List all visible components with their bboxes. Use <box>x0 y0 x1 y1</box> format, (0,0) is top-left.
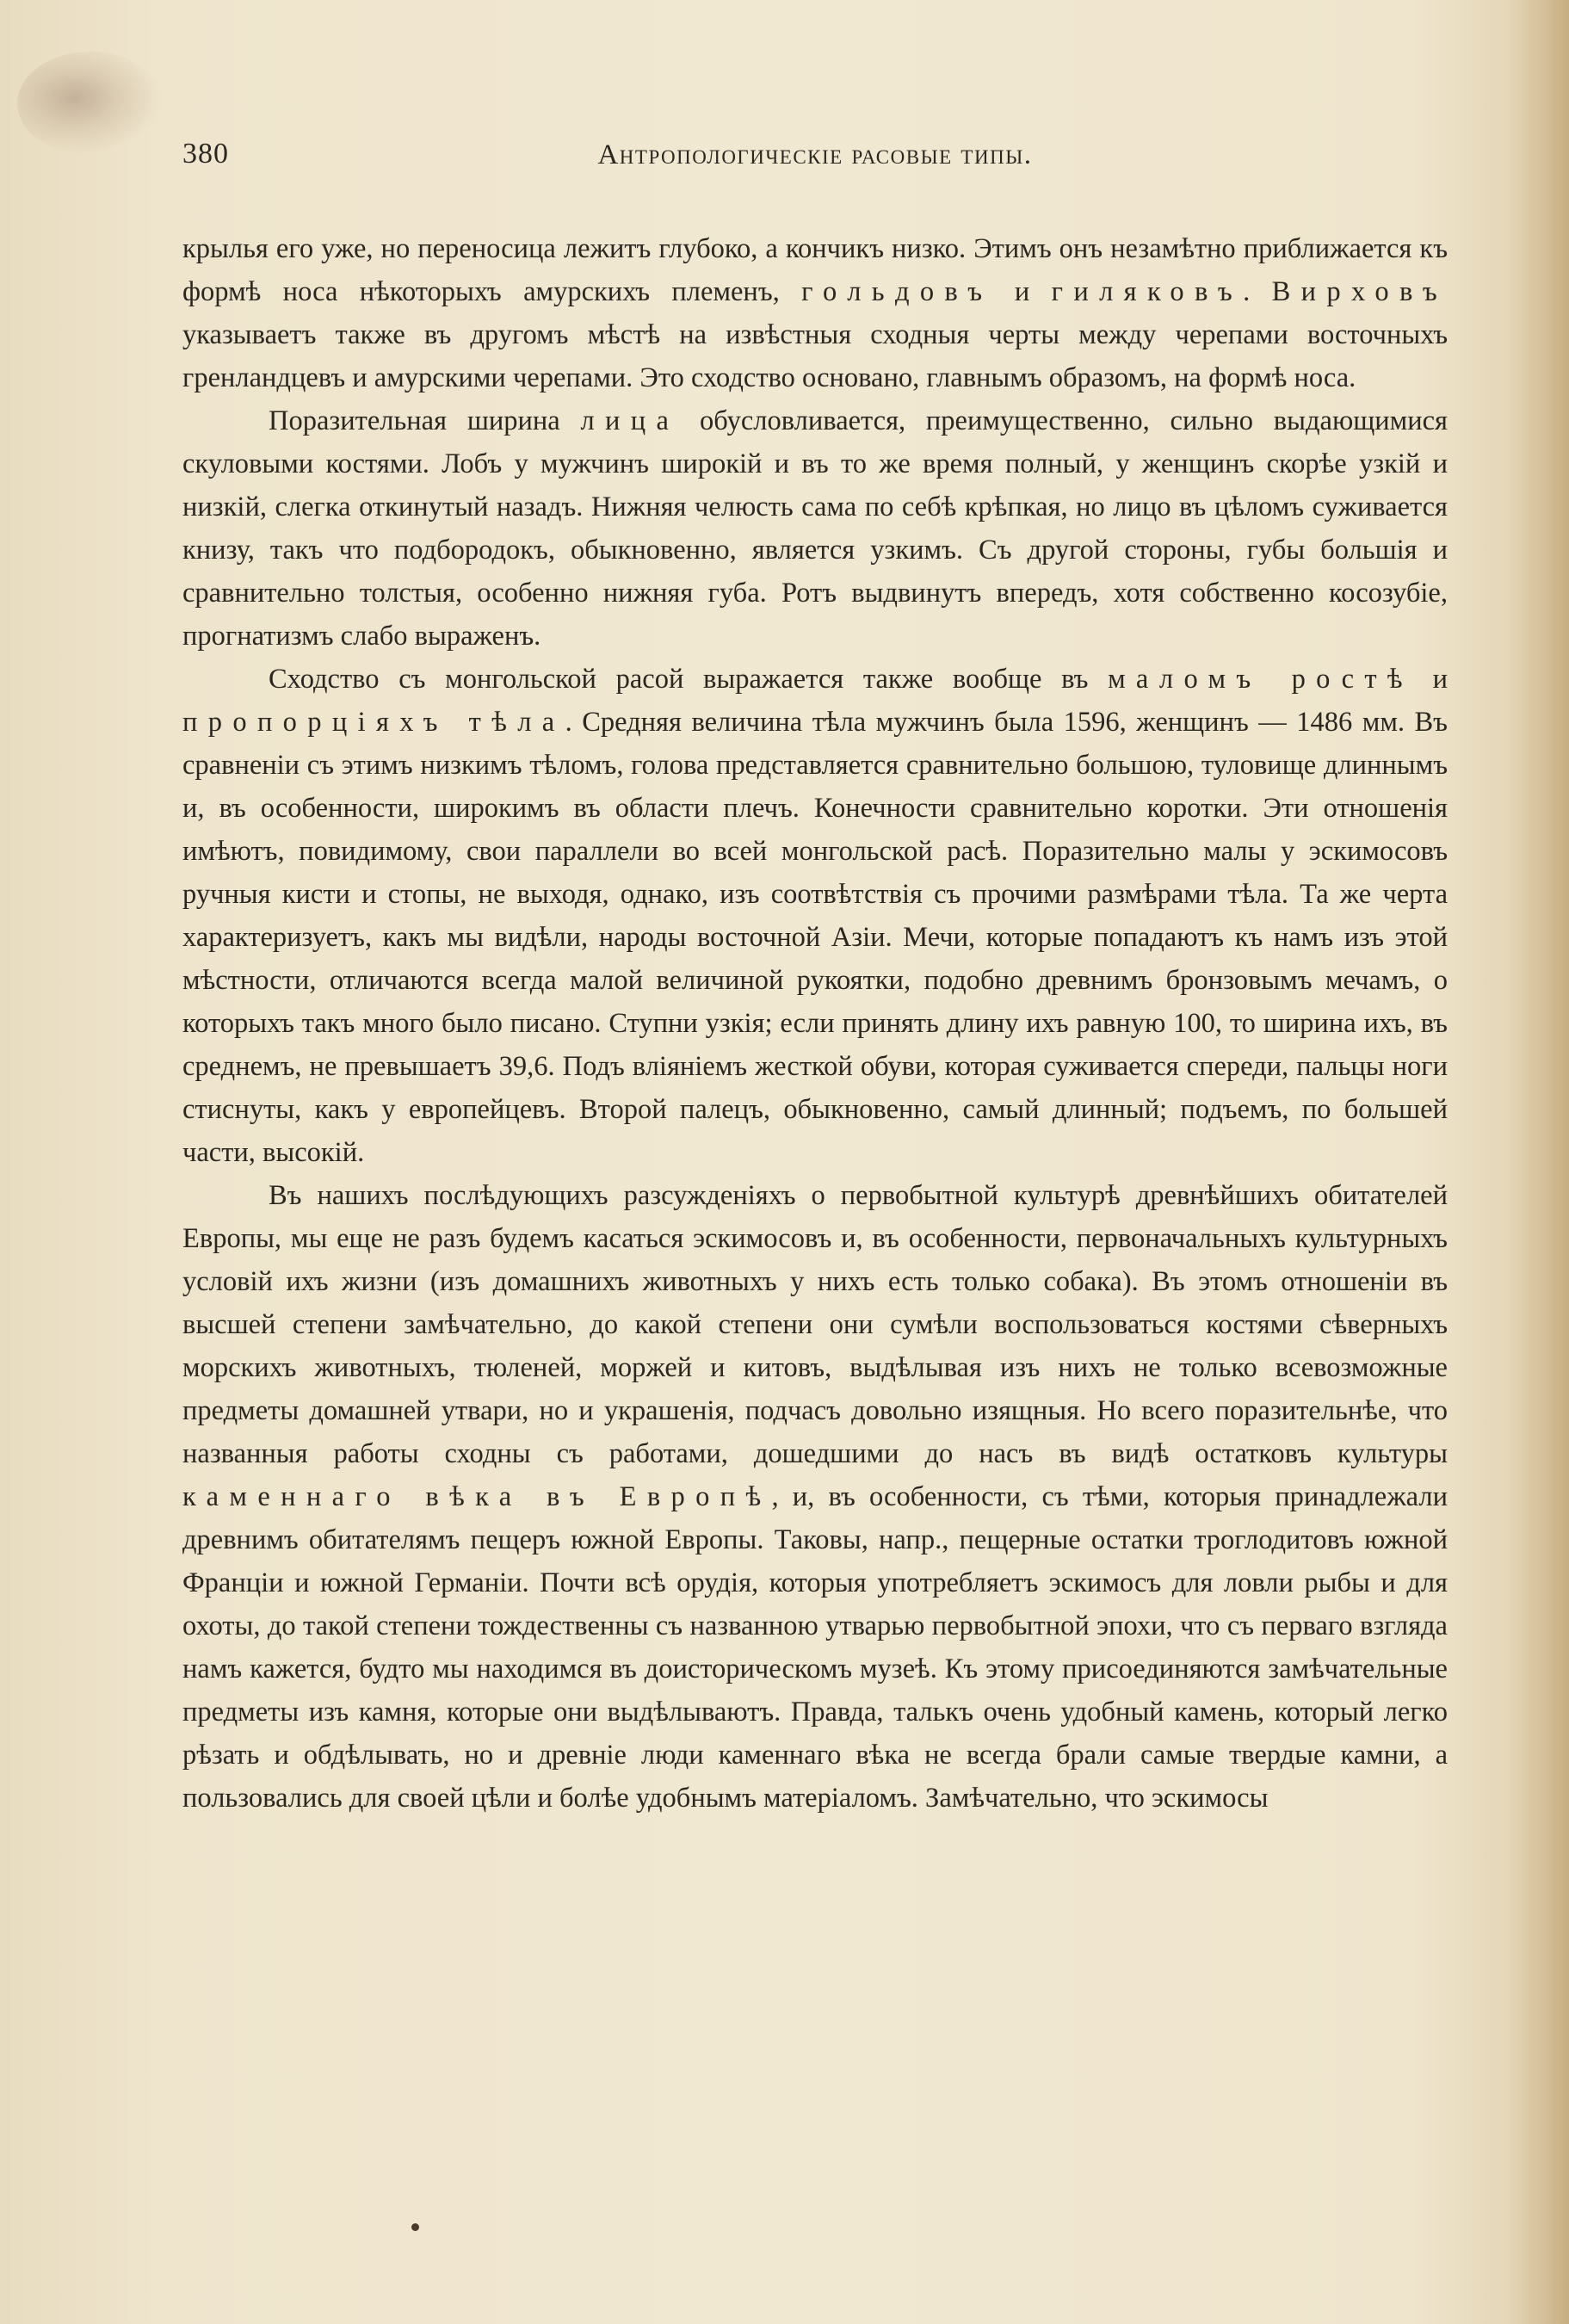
paragraph <box>182 399 1448 658</box>
emphasized-spaced-text: Вирховъ <box>1271 276 1448 307</box>
corner-smudge-stain <box>17 52 164 155</box>
page-edge-shadow <box>1509 0 1569 2324</box>
text-segment: Въ нашихъ послѣдующихъ разсужденiяхъ о первобытной культурѣ древнѣйшихъ обитателей Европы, мы еще не разъ будемъ касаться эскимосовъ и, въ особенности, первоначальныхъ культурныхъ условiй ихъ жизни (изъ домашнихъ животныхъ у нихъ есть только собака). Въ этомъ отношенiи въ высшей степени замѣчательно, до какой степени они сумѣли воспользоваться костями сѣверныхъ морскихъ животныхъ, тюленей, моржей и китовъ, выдѣлывая изъ нихъ не только всевозможные предметы домашней утвари, но и украшенiя, подчасъ довольно изящныя. Но всего поразительнѣе, что названныя работы сходны съ работами, дошедшими до насъ въ видѣ остатковъ культуры <box>182 1180 1448 1469</box>
text-segment: обусловливается, преимущественно, сильно выдающимися скуловыми костями. Лобъ у мужчинъ широкiй и въ то же время полный, у женщинъ скорѣе узкiй и низкiй, слегка откинутый назадъ. Нижняя челюсть сама по себѣ крѣпкая, но лицо въ цѣломъ суживается книзу, такъ что подбородокъ, обыкновенно, является узкимъ. Съ другой стороны, губы большiя и сравнительно толстыя, особенно нижняя губа. Ротъ выдвинутъ впередъ, хотя собственно косозубiе, прогнатизмъ слабо выраженъ. <box>182 405 1448 652</box>
paragraph-continuation <box>182 227 1448 399</box>
text-segment: Сходство съ монгольской расой выражается также вообще въ <box>269 664 1109 695</box>
text-segment: и <box>992 276 1052 307</box>
text-segment: Поразительная ширина <box>269 405 581 436</box>
text-segment: крылья его уже, но переносица лежитъ глубоко, а кончикъ низко. Этимъ онъ незамѣтно приближается къ формѣ носа нѣкоторыхъ амурскихъ племенъ, <box>182 233 1448 307</box>
emphasized-spaced-text: пропорцiяхъ тѣла <box>182 707 565 738</box>
running-header <box>182 138 1448 181</box>
ink-spot <box>411 2223 419 2231</box>
page-number: 380 <box>182 138 229 170</box>
paragraph <box>182 658 1448 1174</box>
running-title: Антропологическiе расовые типы. <box>597 139 1033 170</box>
text-segment: и <box>1412 664 1448 695</box>
text-segment: . Средняя величина тѣла мужчинъ была 1596, женщинъ — 1486 мм. Въ сравненiи съ этимъ низкимъ тѣломъ, голова представляется сравнительно большою, туловище длиннымъ и, въ особенности, широкимъ въ области плечъ. Конечности сравнительно коротки. Эти отношенiя имѣютъ, повидимому, свои параллели во всей монгольской расѣ. Поразительно малы у эскимосовъ ручныя кисти и стопы, не выходя, однако, изъ соотвѣтствiя съ прочими размѣрами тѣла. Та же черта характеризуетъ, какъ мы видѣли, народы восточной Азiи. Мечи, которые попадаютъ къ намъ изъ этой мѣстности, отличаются всегда малой величиной рукоятки, подобно древнимъ бронзовымъ мечамъ, о которыхъ такъ много было писано. Ступни узкiя; если принять длину ихъ равную 100, то ширина ихъ, въ среднемъ, не превышаетъ 39,6. Подъ влiянiемъ жесткой обуви, которая суживается спереди, пальцы ноги стиснуты, какъ у европейцевъ. Второй палецъ, обыкновенно, самый длинный; подъемъ, по большей части, высокiй. <box>182 707 1448 1168</box>
emphasized-spaced-text: гольдовъ <box>801 276 993 307</box>
text-segment: , и, въ особенности, съ тѣми, которыя принадлежали древнимъ обитателямъ пещеръ южной Европы. Таковы, напр., пещерные остатки троглодитовъ южной Францiи и южной Германiи. Почти всѣ орудiя, которыя употребляетъ эскимосъ для ловли рыбы и для охоты, до такой степени тождественны съ названною утварью первобытной эпохи, что съ перваго взгляда намъ кажется, будто мы находимся въ доисторическомъ музеѣ. Къ этому присоединяются замѣчательные предметы изъ камня, которые они выдѣлываютъ. Правда, талькъ очень удобный камень, который легко рѣзать и обдѣлывать, но и древнiе люди каменнаго вѣка не всегда брали самые твердые камни, а пользовались для своей цѣли и болѣе удобнымъ матерiаломъ. Замѣчательно, что эскимосы <box>182 1481 1448 1814</box>
text-segment: указываетъ также въ другомъ мѣстѣ на извѣстныя сходныя черты между черепами восточныхъ гренландцевъ и амурскими черепами. Это сходство основано, главнымъ образомъ, на формѣ носа. <box>182 319 1448 393</box>
emphasized-spaced-text: маломъ ростѣ <box>1108 664 1413 695</box>
body-text <box>182 227 1448 1820</box>
emphasized-spaced-text: лица <box>580 405 680 436</box>
emphasized-spaced-text: каменнаго вѣка въ Европѣ <box>182 1481 772 1512</box>
paragraph <box>182 1174 1448 1820</box>
emphasized-spaced-text: гиляковъ <box>1051 276 1244 307</box>
text-segment: . <box>1243 276 1272 307</box>
